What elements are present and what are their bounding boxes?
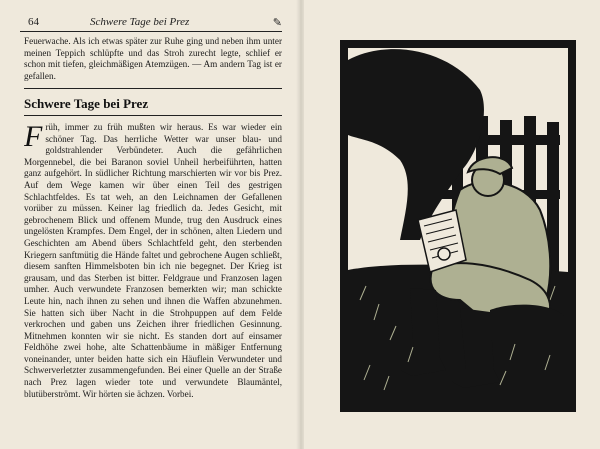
soldier-reading-letter-illustration xyxy=(340,40,576,412)
running-head: Schwere Tage bei Prez xyxy=(90,16,190,28)
seat-mound xyxy=(490,305,564,340)
page-number: 64 xyxy=(28,16,39,28)
section-body xyxy=(24,122,282,440)
drop-cap: F xyxy=(24,122,43,153)
quill-icon: ✎ xyxy=(272,17,282,29)
section-title: Schwere Tage bei Prez xyxy=(24,96,149,111)
previous-section-ending: Feuerwache. Als ich etwas später zur Ruhe ging und neben ihm unter meinen Teppich schlüpfte und das Stroh zurecht legte, schlief er schon mit tiefen, gleichmäßigen Atemzügen. — Am andern Tag ist er gefallen. xyxy=(24,36,282,81)
section-body-text: rüh, immer zu früh mußten wir heraus. Es war wieder ein schöner Tag. Das herrliche Wetter war unser blau- und goldstrahlender Verbündeter. Auch die gefährlichen Morgennebel, die bei Baranon soviel Unheil herbeiführten, hatten ganz aufgehört. In südlicher Richtung marschierten wir vor bis Prez. Auf dem Wege kamen wir über einen Teil des gestrigen Schlachtfeldes. Es tat weh, an den Leichnamen der Gefallenen vorüber zu müssen. Keiner lag friedlich da. Jedes Gesicht, mit gebrochenem Blick und offenem Munde, trug den Ausdruck eines ungelösten Krampfes. Dem Engel, der in schönen, alten Liedern und Geschichten am Abend übers Schlachtfeld geht, den sterbenden Kriegern sanftmütig die Hände faltet und gebrochene Augen schließt, diesem sanften Himmelsboten bin ich nie begegnet. Der Krieg ist grausam, und das Sterben ist bitter. Feldgraue und Franzosen lagen umher. Auch verwundete Franzosen bemerkten wir; man schickte Leute hin, nach ihnen zu sehen und ihnen die Waffen abzunehmen. Sie hatten sich über Nacht in die Strohpuppen auf dem Felde verkrochen und gaben uns Zeichen ihrer friedlichen Gesinnung. Mitnehmen konnten wir sie nicht. Es standen dort auf einsamer Feldhöhe zwei hohe, alte Schattenbäume in mäßiger Entfernung voneinander, unter beiden hatte sich ein Häuflein Verwundeter und Schwerverletzter zusammengefunden. Bei einer Quelle an der Straße nach Prez lagen wieder tote und verwundete Blaumäntel, blutüberströmt. Wir hörten sie ächzen. Vorbei. xyxy=(24,122,282,399)
soldier-hand xyxy=(438,248,450,260)
header-rule xyxy=(20,31,282,32)
section-rule-bottom xyxy=(24,115,282,116)
section-rule-top xyxy=(24,88,282,89)
page-header xyxy=(20,16,282,30)
